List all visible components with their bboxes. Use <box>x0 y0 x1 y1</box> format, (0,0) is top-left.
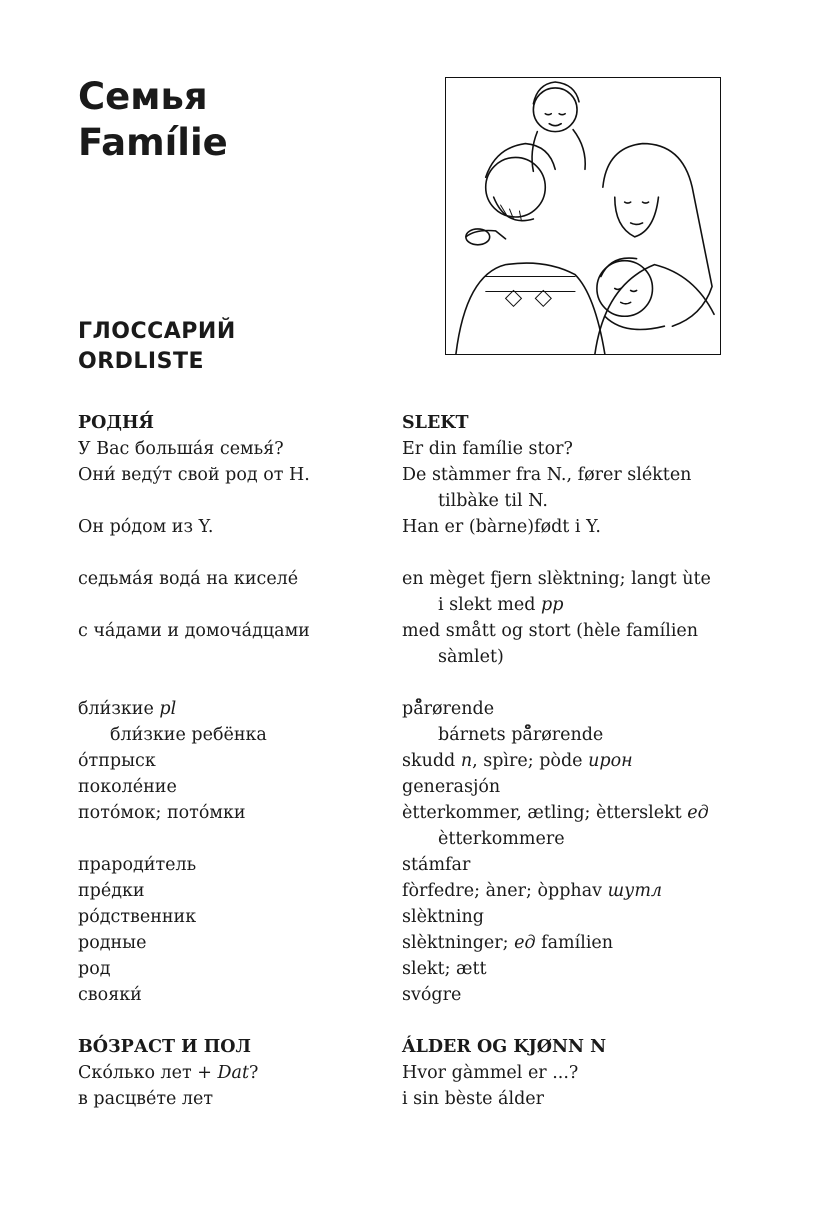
glossary-row <box>78 566 738 618</box>
term-ru-tail: ? <box>249 1063 259 1083</box>
abbr-label: pl <box>159 699 177 719</box>
page-title <box>78 74 228 166</box>
term-no-continuation: sàmlet) <box>438 647 504 667</box>
term-ru-text: бли́зкие <box>78 699 154 719</box>
section-heading <box>78 410 738 436</box>
glossary-row <box>78 982 738 1008</box>
glossary-row <box>78 956 738 982</box>
term-ru: род <box>78 959 111 979</box>
section-heading <box>78 1034 738 1060</box>
term-no <box>402 748 738 774</box>
term-ru: поколе́ние <box>78 777 177 797</box>
title-ru: Семья <box>78 75 208 118</box>
term-ru: о́тпрыск <box>78 751 156 771</box>
abbr-label: ирон <box>588 751 633 771</box>
term-no: svógre <box>402 985 462 1005</box>
section-heading-no: ÁLDER OG KJØNN N <box>402 1037 607 1057</box>
title-no: Famílie <box>78 121 228 164</box>
term-no: i sin bèste álder <box>402 1089 545 1109</box>
term-no <box>402 800 738 852</box>
term-no-continuation: ètterkommere <box>438 829 565 849</box>
term-no-continuation <box>402 592 738 618</box>
term-ru: У Вас больша́я семья́? <box>78 439 284 459</box>
glossary-heading-ru: ГЛОССАРИЙ <box>78 319 236 344</box>
term-no-tail: , spìre; pòde <box>472 751 583 771</box>
term-no-text: skudd <box>402 751 456 771</box>
term-ru-continuation: бли́зкие ребёнка <box>110 725 267 745</box>
abbr-label: шутл <box>607 881 663 901</box>
glossary-row <box>78 748 738 774</box>
section-heading-ru: РОДНЯ́ <box>78 413 154 433</box>
term-no: slekt; ætt <box>402 959 487 979</box>
term-no: generasjón <box>402 777 501 797</box>
term-no-text: med smått og stort (hèle famílien <box>402 621 699 641</box>
term-no-text: fòrfedre; àner; òpphav <box>402 881 603 901</box>
term-no: Hvor gàmmel er ...? <box>402 1063 579 1083</box>
spacer <box>78 1008 738 1034</box>
glossary-row <box>78 852 738 878</box>
term-ru: прароди́тель <box>78 855 197 875</box>
term-no-text: en mèget fjern slèktning; langt ùte <box>402 569 711 589</box>
term-no-text: ètterkommer, ætling; ètterslekt <box>402 803 682 823</box>
glossary-row <box>78 436 738 462</box>
term-ru <box>78 1060 402 1086</box>
section-heading-no: SLEKT <box>402 413 469 433</box>
term-ru <box>78 722 402 748</box>
abbr-label: n <box>460 751 473 771</box>
glossary-table <box>78 410 738 1112</box>
term-ru: с ча́дами и домоча́дцами <box>78 621 310 641</box>
family-illustration <box>445 77 721 355</box>
term-no <box>402 462 738 514</box>
abbr-label: Dat <box>217 1063 249 1083</box>
glossary-row <box>78 722 738 748</box>
term-ru: пото́мок; пото́мки <box>78 803 246 823</box>
glossary-row <box>78 904 738 930</box>
term-ru: свояки́ <box>78 985 142 1005</box>
abbr-label: ед <box>514 933 536 953</box>
section-heading-ru: ВО́ЗРАСТ И ПОЛ <box>78 1037 251 1057</box>
term-ru: ро́дственник <box>78 907 197 927</box>
term-no-continuation: tilbàke til N. <box>438 491 548 511</box>
glossary-row <box>78 462 738 514</box>
term-no-continuation-text: i slekt med <box>438 595 536 615</box>
term-no <box>402 930 738 956</box>
term-no <box>402 878 738 904</box>
glossary-row <box>78 514 738 540</box>
term-no: Han er (bàrne)født i Y. <box>402 517 601 537</box>
term-ru: Они́ веду́т свой род от Н. <box>78 465 310 485</box>
spacer <box>78 670 738 696</box>
abbr-label: ед <box>687 803 709 823</box>
glossary-row <box>78 696 738 722</box>
term-ru: родные <box>78 933 147 953</box>
glossary-row <box>78 930 738 956</box>
term-ru: седьма́я вода́ на киселе́ <box>78 569 299 589</box>
term-no: Er din famílie stor? <box>402 439 573 459</box>
term-no: på̊rørende <box>402 699 495 719</box>
glossary-heading-no: ORDLISTE <box>78 349 204 374</box>
term-ru: Он ро́дом из Y. <box>78 517 214 537</box>
term-ru <box>78 696 402 722</box>
glossary-row <box>78 1060 738 1086</box>
glossary-row <box>78 878 738 904</box>
spacer <box>78 540 738 566</box>
term-no-text: De stàmmer fra N., fører slékten <box>402 465 692 485</box>
term-no <box>402 722 738 748</box>
term-no: stámfar <box>402 855 471 875</box>
glossary-row <box>78 774 738 800</box>
glossary-row <box>78 618 738 670</box>
glossary-row <box>78 1086 738 1112</box>
term-no <box>402 618 738 670</box>
term-no <box>402 566 738 618</box>
glossary-row <box>78 800 738 852</box>
term-no-text: slèktninger; <box>402 933 509 953</box>
term-ru: пре́дки <box>78 881 145 901</box>
glossary-heading <box>78 317 236 377</box>
term-no-continuation: bárnets på̊rørende <box>438 725 604 745</box>
term-ru: в расцве́те лет <box>78 1089 214 1109</box>
term-no: slèktning <box>402 907 484 927</box>
term-no-tail: famílien <box>535 933 614 953</box>
term-ru-text: Ско́лько лет + <box>78 1063 218 1083</box>
abbr-label: pp <box>541 595 564 615</box>
